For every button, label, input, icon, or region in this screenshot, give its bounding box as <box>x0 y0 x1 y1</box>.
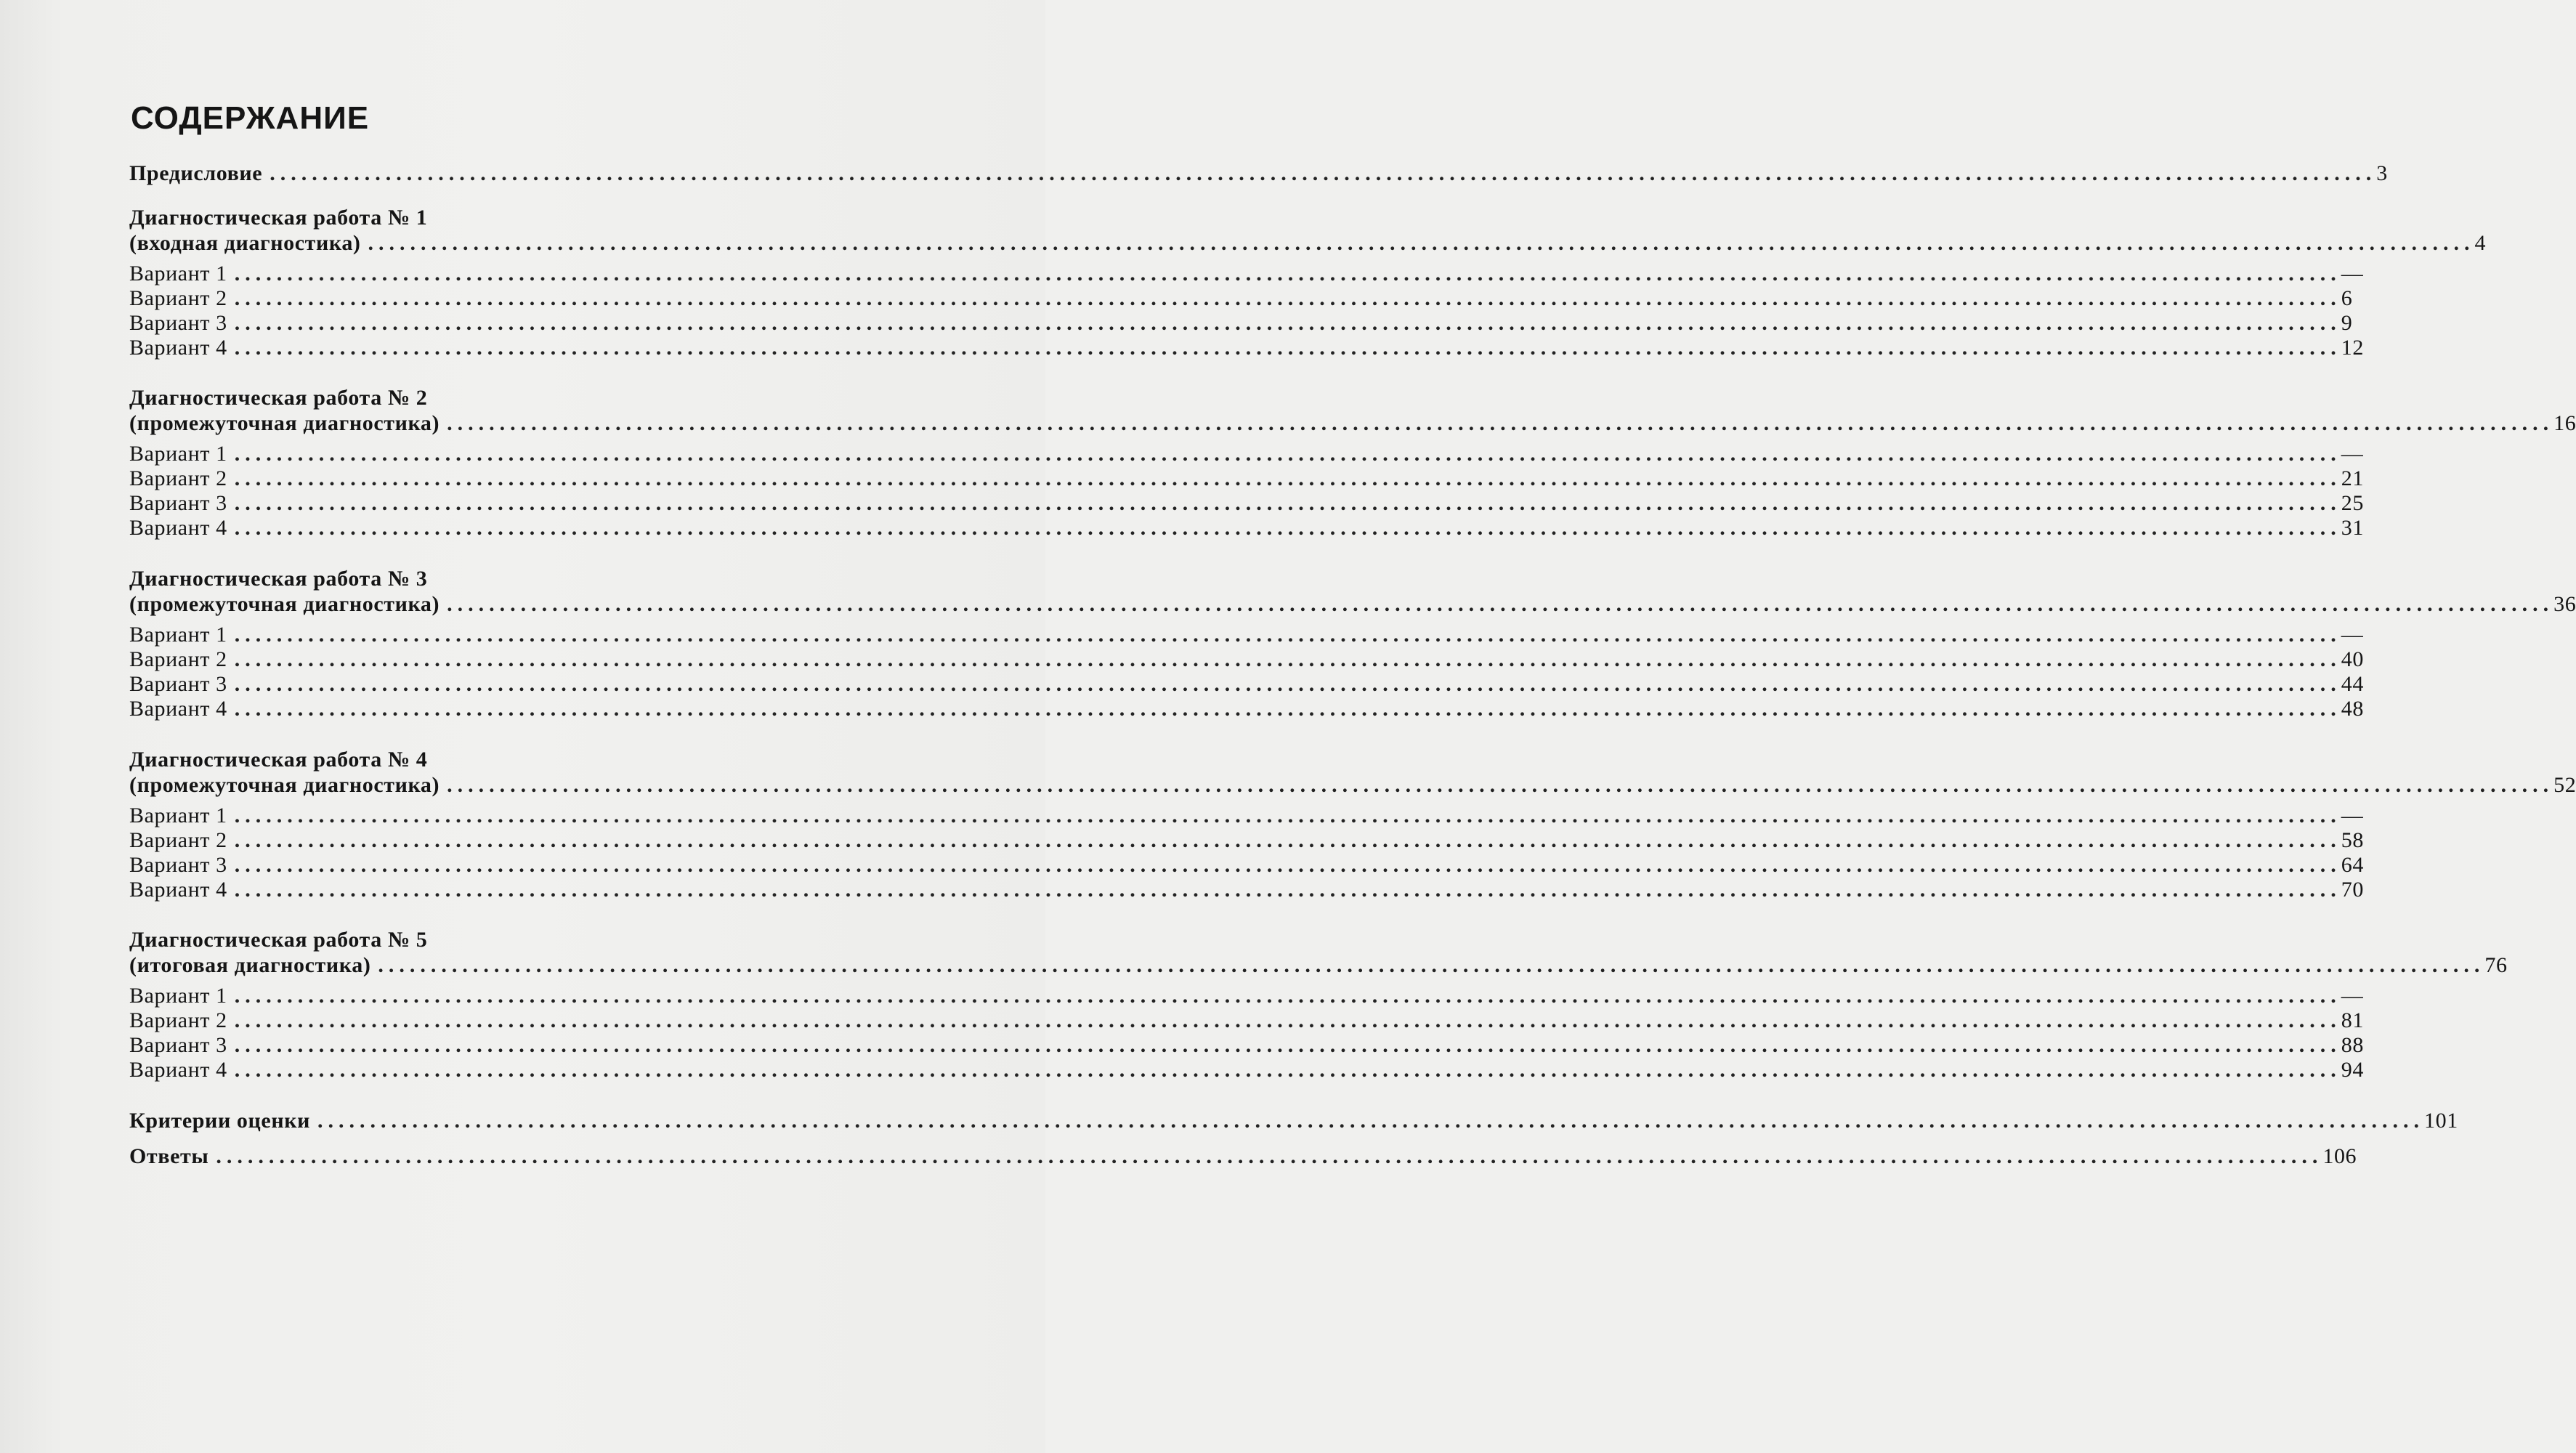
toc-entry-variant-label: Вариант 1 <box>129 262 227 286</box>
toc-entry-variant <box>129 804 2364 828</box>
toc-entry-variant <box>129 516 2364 541</box>
section-subheading-5-page-number: 76 <box>2484 953 2508 977</box>
section-heading-5: Диагностическая работа № 5 <box>129 928 428 952</box>
section-subheading-2-page-number: 16 <box>2553 411 2576 435</box>
dot-leader: ........................................................................................................................................................................................................ <box>234 647 2341 671</box>
toc-entry-variant <box>129 491 2364 516</box>
toc-entry-variant-label: Вариант 4 <box>129 336 227 360</box>
section-subheading-5 <box>129 953 2508 978</box>
section-heading-1: Диагностическая работа № 1 <box>129 206 428 230</box>
section-subheading-3 <box>129 592 2576 617</box>
toc-entry-answers <box>129 1144 2357 1169</box>
dot-leader: ........................................................................................................................................................................................................ <box>317 1109 2424 1133</box>
section-heading-3: Диагностическая работа № 3 <box>129 567 428 591</box>
toc-entry-variant <box>129 623 2364 647</box>
toc-entry-variant-page-number: — <box>2341 623 2364 647</box>
toc-entry-variant-label: Вариант 3 <box>129 1033 227 1057</box>
toc-entry-variant <box>129 878 2364 902</box>
toc-entry-variant-page-number: 48 <box>2341 697 2364 721</box>
toc-entry-variant-page-number: — <box>2341 442 2364 466</box>
section-subheading-1-label: (входная диагностика) <box>129 231 361 255</box>
toc-entry-variant-label: Вариант 1 <box>129 984 227 1008</box>
toc-entry-variant <box>129 1033 2364 1058</box>
toc-entry-criteria-page-number: 101 <box>2424 1109 2458 1133</box>
toc-entry-variant-label: Вариант 3 <box>129 672 227 696</box>
toc-entry-variant-label: Вариант 2 <box>129 286 227 310</box>
toc-entry-variant <box>129 984 2364 1008</box>
dot-leader: ........................................................................................................................................................................................................ <box>234 1008 2341 1032</box>
toc-entry-variant-label: Вариант 3 <box>129 311 227 335</box>
section-subheading-4 <box>129 773 2576 798</box>
toc-entry-variant-page-number: 12 <box>2341 336 2364 360</box>
toc-entry-variant <box>129 442 2364 466</box>
dot-leader: ........................................................................................................................................................................................................ <box>447 411 2554 435</box>
toc-entry-variant-label: Вариант 4 <box>129 516 227 540</box>
dot-leader: ........................................................................................................................................................................................................ <box>234 623 2341 647</box>
toc-entry-variant <box>129 853 2364 878</box>
dot-leader: ........................................................................................................................................................................................................ <box>270 161 2377 185</box>
toc-entry-variant-label: Вариант 1 <box>129 442 227 466</box>
dot-leader: ........................................................................................................................................................................................................ <box>234 311 2341 335</box>
toc-entry-variant-label: Вариант 1 <box>129 804 227 827</box>
toc-entry-answers-label: Ответы <box>129 1144 209 1168</box>
toc-entry-variant <box>129 262 2364 286</box>
toc-entry-criteria <box>129 1109 2458 1133</box>
dot-leader: ........................................................................................................................................................................................................ <box>234 828 2341 852</box>
section-heading-4: Диагностическая работа № 4 <box>129 748 428 772</box>
toc-entry-variant-label: Вариант 3 <box>129 853 227 877</box>
toc-entry-variant <box>129 1058 2364 1082</box>
toc-entry-variant <box>129 647 2364 672</box>
toc-entry-preface <box>129 161 2388 186</box>
toc-entry-variant <box>129 1008 2364 1033</box>
toc-entry-variant <box>129 286 2353 311</box>
toc-entry-variant-page-number: 64 <box>2341 853 2364 877</box>
toc-entry-variant <box>129 828 2364 853</box>
toc-entry-variant-label: Вариант 4 <box>129 697 227 721</box>
toc-entry-variant <box>129 697 2364 721</box>
toc-entry-variant-page-number: 44 <box>2341 672 2364 696</box>
toc-entry-variant-page-number: — <box>2341 984 2364 1008</box>
toc-entry-variant-page-number: 81 <box>2341 1008 2364 1032</box>
dot-leader: ........................................................................................................................................................................................................ <box>234 697 2341 721</box>
dot-leader: ........................................................................................................................................................................................................ <box>368 231 2475 255</box>
section-subheading-4-page-number: 52 <box>2553 773 2576 797</box>
section-subheading-1-page-number: 4 <box>2474 231 2487 255</box>
section-subheading-1 <box>129 231 2487 256</box>
dot-leader: ........................................................................................................................................................................................................ <box>234 1033 2341 1057</box>
section-subheading-3-page-number: 36 <box>2553 592 2576 616</box>
toc-entry-variant-page-number: 58 <box>2341 828 2364 852</box>
toc-entry-variant-page-number: 88 <box>2341 1033 2364 1057</box>
dot-leader: ........................................................................................................................................................................................................ <box>234 984 2341 1008</box>
toc-entry-variant-label: Вариант 4 <box>129 1058 227 1082</box>
dot-leader: ........................................................................................................................................................................................................ <box>234 804 2341 827</box>
dot-leader: ........................................................................................................................................................................................................ <box>378 953 2485 977</box>
dot-leader: ........................................................................................................................................................................................................ <box>234 442 2341 466</box>
toc-entry-variant <box>129 466 2364 491</box>
section-subheading-5-label: (итоговая диагностика) <box>129 953 371 977</box>
toc-entry-variant-page-number: 40 <box>2341 647 2364 671</box>
toc-entry-variant <box>129 311 2353 336</box>
toc-entry-preface-page-number: 3 <box>2376 161 2388 185</box>
dot-leader: ........................................................................................................................................................................................................ <box>234 1058 2341 1082</box>
toc-entry-variant-page-number: 9 <box>2341 311 2353 335</box>
toc-entry-variant-page-number: — <box>2341 262 2364 286</box>
toc-entry-variant <box>129 672 2364 697</box>
section-subheading-2 <box>129 411 2576 436</box>
toc-entry-variant-page-number: 6 <box>2341 286 2353 310</box>
toc-entry-variant-page-number: — <box>2341 804 2364 827</box>
dot-leader: ........................................................................................................................................................................................................ <box>234 286 2341 310</box>
dot-leader: ........................................................................................................................................................................................................ <box>234 262 2341 286</box>
toc-entry-variant-label: Вариант 4 <box>129 878 227 902</box>
section-subheading-3-label: (промежуточная диагностика) <box>129 592 440 616</box>
dot-leader: ........................................................................................................................................................................................................ <box>447 592 2554 616</box>
dot-leader: ........................................................................................................................................................................................................ <box>234 672 2341 696</box>
dot-leader: ........................................................................................................................................................................................................ <box>216 1144 2323 1168</box>
dot-leader: ........................................................................................................................................................................................................ <box>447 773 2554 797</box>
dot-leader: ........................................................................................................................................................................................................ <box>234 853 2341 877</box>
dot-leader: ........................................................................................................................................................................................................ <box>234 516 2341 540</box>
dot-leader: ........................................................................................................................................................................................................ <box>234 878 2341 902</box>
toc-entry-answers-page-number: 106 <box>2322 1144 2357 1168</box>
toc-entry-variant-label: Вариант 2 <box>129 647 227 671</box>
section-subheading-2-label: (промежуточная диагностика) <box>129 411 440 435</box>
toc-entry-criteria-label: Критерии оценки <box>129 1109 310 1133</box>
toc-entry-variant <box>129 336 2364 360</box>
toc-entry-variant-page-number: 31 <box>2341 516 2364 540</box>
page-title: СОДЕРЖАНИЕ <box>131 100 370 136</box>
dot-leader: ........................................................................................................................................................................................................ <box>234 491 2341 515</box>
toc-entry-variant-label: Вариант 2 <box>129 466 227 490</box>
section-subheading-4-label: (промежуточная диагностика) <box>129 773 440 797</box>
toc-entry-variant-label: Вариант 3 <box>129 491 227 515</box>
toc-entry-variant-label: Вариант 2 <box>129 1008 227 1032</box>
toc-entry-variant-label: Вариант 2 <box>129 828 227 852</box>
section-heading-2: Диагностическая работа № 2 <box>129 386 428 410</box>
toc-entry-variant-page-number: 70 <box>2341 878 2364 902</box>
toc-entry-variant-label: Вариант 1 <box>129 623 227 647</box>
toc-entry-variant-page-number: 94 <box>2341 1058 2364 1082</box>
dot-leader: ........................................................................................................................................................................................................ <box>234 336 2341 360</box>
toc-entry-variant-page-number: 25 <box>2341 491 2364 515</box>
toc-entry-variant-page-number: 21 <box>2341 466 2364 490</box>
toc-entry-preface-label: Предисловие <box>129 161 263 185</box>
dot-leader: ........................................................................................................................................................................................................ <box>234 466 2341 490</box>
